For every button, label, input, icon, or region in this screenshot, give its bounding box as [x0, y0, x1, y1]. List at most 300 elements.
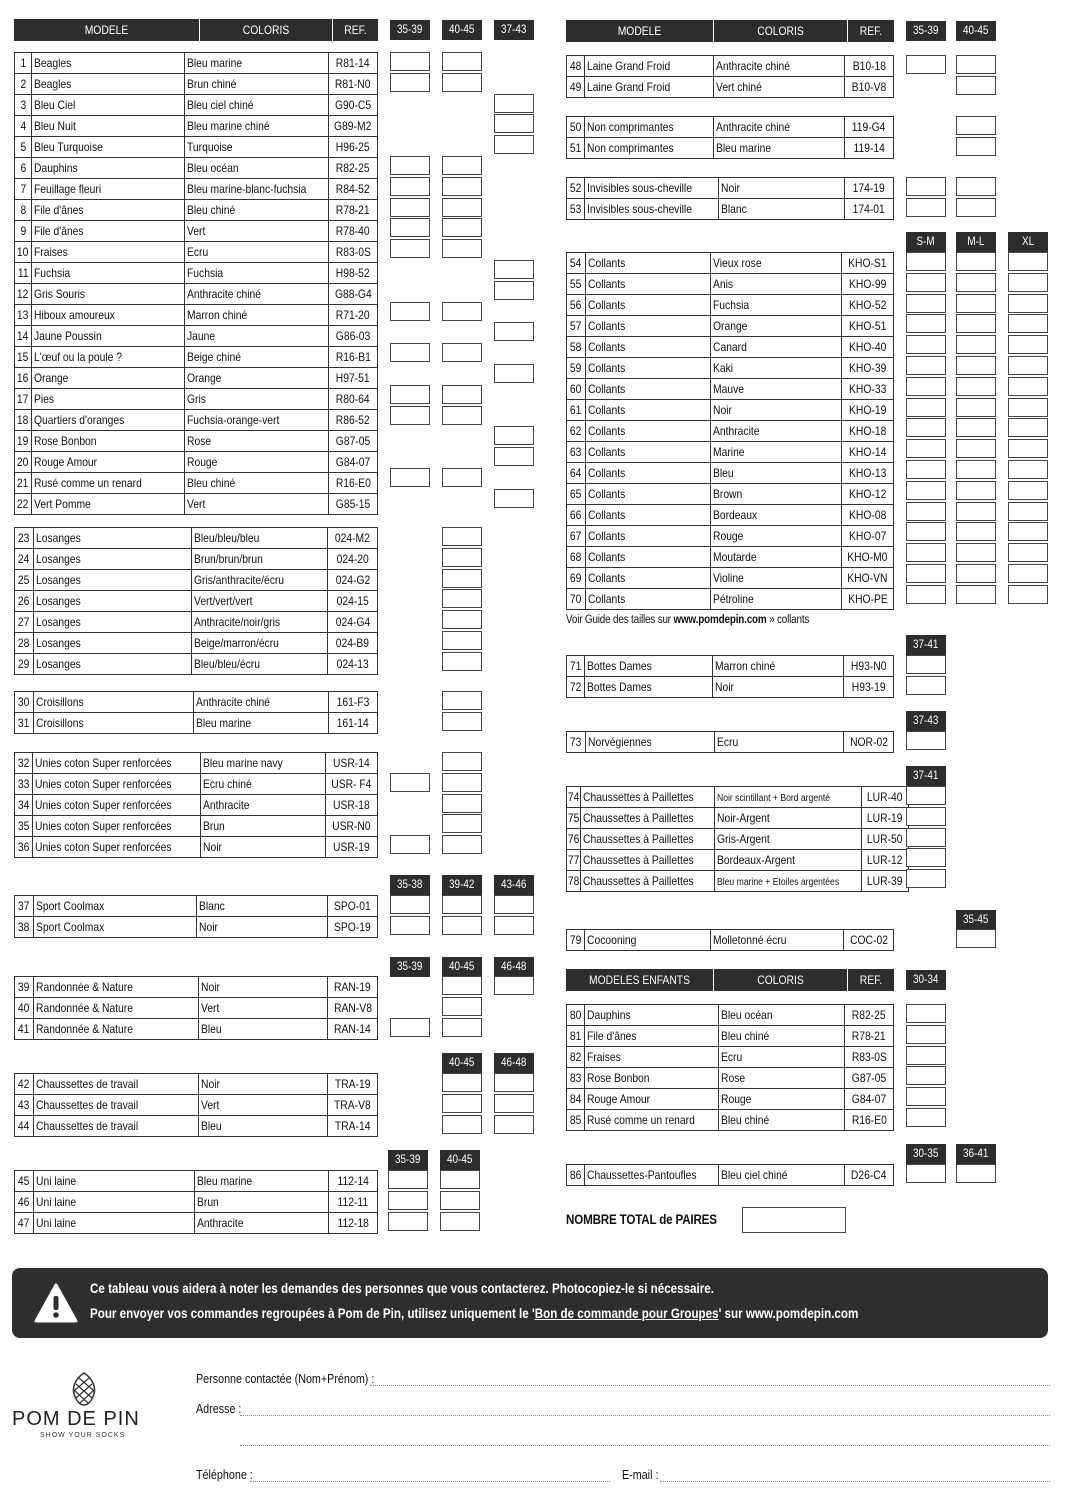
- quantity-box[interactable]: [442, 752, 482, 771]
- quantity-box[interactable]: [906, 807, 946, 826]
- quantity-box[interactable]: [494, 94, 534, 113]
- quantity-box[interactable]: [390, 468, 430, 487]
- quantity-box[interactable]: [906, 564, 946, 583]
- quantity-box[interactable]: [390, 895, 430, 914]
- quantity-box[interactable]: [442, 794, 482, 813]
- row-number: 78: [567, 871, 581, 892]
- total-pairs-label: NOMBRE TOTAL de PAIRES: [566, 1212, 717, 1227]
- row-model: Vert Pomme: [32, 494, 185, 515]
- row-model: Feuillage fleuri: [32, 179, 185, 200]
- row-color: Bleu océan: [718, 1005, 844, 1026]
- address-label: Adresse :: [196, 1402, 242, 1416]
- quantity-box[interactable]: [442, 52, 482, 71]
- table-row: [567, 316, 894, 337]
- size-header: 40-45: [442, 957, 482, 977]
- quantity-box[interactable]: [494, 281, 534, 300]
- quantity-box[interactable]: [442, 976, 482, 995]
- quantity-box[interactable]: [388, 1191, 428, 1210]
- quantity-box[interactable]: [390, 773, 430, 792]
- row-color: Bleu: [198, 1019, 327, 1040]
- quantity-box[interactable]: [442, 1115, 482, 1134]
- row-ref: H93-19: [844, 677, 894, 698]
- quantity-box[interactable]: [956, 377, 996, 396]
- quantity-box[interactable]: [956, 356, 996, 375]
- quantity-box[interactable]: [906, 848, 946, 867]
- row-ref: G84-07: [844, 1089, 893, 1110]
- group-order-link[interactable]: Bon de commande pour Groupes: [534, 1306, 719, 1321]
- quantity-box[interactable]: [442, 156, 482, 175]
- row-ref: 161-F3: [328, 692, 377, 713]
- table-row: [15, 53, 378, 74]
- address-line-1[interactable]: [240, 1414, 1050, 1416]
- quantity-box[interactable]: [388, 1212, 428, 1231]
- row-color: Bleu marine: [184, 53, 328, 74]
- quantity-box[interactable]: [1008, 418, 1048, 437]
- quantity-box[interactable]: [956, 314, 996, 333]
- product-table-bottes: [566, 655, 894, 698]
- table-row: [567, 930, 894, 951]
- row-number: 49: [567, 77, 585, 98]
- contact-person-line[interactable]: [370, 1384, 1050, 1386]
- quantity-box[interactable]: [906, 377, 946, 396]
- quantity-box[interactable]: [906, 1087, 946, 1106]
- quantity-box[interactable]: [390, 1018, 430, 1037]
- row-number: 53: [567, 199, 585, 220]
- row-model: Bleu Turquoise: [32, 137, 185, 158]
- table-row: [15, 494, 378, 515]
- quantity-box[interactable]: [906, 273, 946, 292]
- row-model: Collants: [585, 358, 710, 379]
- quantity-box[interactable]: [442, 527, 482, 546]
- table-row: [15, 896, 378, 917]
- row-color: Bleu marine navy: [200, 753, 326, 774]
- quantity-box[interactable]: [390, 302, 430, 321]
- quantity-box[interactable]: [390, 916, 430, 935]
- quantity-box[interactable]: [442, 177, 482, 196]
- quantity-box[interactable]: [906, 418, 946, 437]
- brand-name: POM DE PIN: [12, 1408, 140, 1430]
- row-color: Vert chiné: [713, 77, 844, 98]
- table-row: [15, 368, 378, 389]
- quantity-box[interactable]: [390, 385, 430, 404]
- quantity-box[interactable]: [906, 585, 946, 604]
- quantity-box[interactable]: [1008, 294, 1048, 313]
- table-row: [15, 753, 378, 774]
- quantity-box[interactable]: [442, 548, 482, 567]
- size-header: S-M: [906, 232, 946, 252]
- row-color: Turquoise: [184, 137, 328, 158]
- product-table-noncomp: [566, 116, 894, 159]
- row-color: Noir: [198, 977, 327, 998]
- quantity-box[interactable]: [906, 522, 946, 541]
- quantity-box[interactable]: [442, 1094, 482, 1113]
- row-number: 70: [567, 589, 586, 610]
- row-number: 74: [567, 787, 581, 808]
- row-number: 46: [15, 1192, 34, 1213]
- quantity-box[interactable]: [442, 1073, 482, 1092]
- quantity-box[interactable]: [442, 385, 482, 404]
- row-model: Collants: [585, 589, 710, 610]
- quantity-box[interactable]: [442, 406, 482, 425]
- quantity-box[interactable]: [956, 502, 996, 521]
- quantity-box[interactable]: [906, 731, 946, 750]
- quantity-box[interactable]: [906, 1025, 946, 1044]
- quantity-box[interactable]: [956, 252, 996, 271]
- row-model: Collants: [585, 400, 710, 421]
- quantity-box[interactable]: [956, 564, 996, 583]
- quantity-box[interactable]: [442, 652, 482, 671]
- quantity-box[interactable]: [906, 1004, 946, 1023]
- quantity-box[interactable]: [906, 460, 946, 479]
- quantity-box[interactable]: [956, 585, 996, 604]
- quantity-box[interactable]: [1008, 252, 1048, 271]
- quantity-box[interactable]: [1008, 314, 1048, 333]
- quantity-box[interactable]: [442, 198, 482, 217]
- quantity-box[interactable]: [956, 116, 996, 135]
- row-ref: KHO-18: [842, 421, 894, 442]
- quantity-box[interactable]: [906, 481, 946, 500]
- quantity-box[interactable]: [442, 569, 482, 588]
- row-number: 43: [15, 1095, 34, 1116]
- table-row: [567, 526, 894, 547]
- row-number: 11: [15, 263, 32, 284]
- header-coloris-enfants: COLORIS: [714, 969, 848, 991]
- row-color: Rose: [184, 431, 328, 452]
- row-color: Bleu marine-blanc-fuchsia: [184, 179, 328, 200]
- brand-tagline: SHOW YOUR SOCKS: [40, 1432, 126, 1439]
- quantity-box[interactable]: [440, 1191, 480, 1210]
- quantity-box[interactable]: [906, 356, 946, 375]
- quantity-box[interactable]: [442, 691, 482, 710]
- row-color: Bleu marine: [194, 1171, 328, 1192]
- table-row: [567, 400, 894, 421]
- quantity-box[interactable]: [906, 1046, 946, 1065]
- email-line[interactable]: [660, 1480, 1050, 1482]
- quantity-box[interactable]: [494, 447, 534, 466]
- quantity-box[interactable]: [906, 398, 946, 417]
- row-number: 14: [15, 326, 32, 347]
- product-table-croisillons: [14, 691, 378, 734]
- quantity-box[interactable]: [906, 655, 946, 674]
- quantity-box[interactable]: [494, 426, 534, 445]
- row-ref: B10-V8: [844, 77, 893, 98]
- product-table-paillettes: [566, 786, 909, 892]
- row-ref: R16-E0: [328, 473, 377, 494]
- row-number: 65: [567, 484, 586, 505]
- table-row: [15, 221, 378, 242]
- table-row: [15, 1171, 378, 1192]
- header-modeles-enfants: MODELES ENFANTS: [566, 969, 714, 991]
- row-ref: 112-14: [328, 1171, 377, 1192]
- table-row: [567, 295, 894, 316]
- size-header: 37-43: [494, 20, 534, 40]
- quantity-box[interactable]: [1008, 335, 1048, 354]
- quantity-box[interactable]: [388, 1170, 428, 1189]
- row-color: Blanc: [718, 199, 844, 220]
- quantity-box[interactable]: [390, 73, 430, 92]
- quantity-box[interactable]: [494, 364, 534, 383]
- quantity-box[interactable]: [906, 439, 946, 458]
- row-number: 28: [15, 633, 34, 654]
- row-ref: KHO-S1: [842, 253, 894, 274]
- row-number: 30: [15, 692, 34, 713]
- quantity-box[interactable]: [442, 73, 482, 92]
- product-table-sport: [14, 895, 378, 938]
- row-model: Laine Grand Froid: [585, 77, 714, 98]
- table-row: [15, 1192, 378, 1213]
- quantity-box[interactable]: [440, 1170, 480, 1189]
- row-number: 55: [567, 274, 586, 295]
- quantity-box[interactable]: [956, 543, 996, 562]
- row-color: Anthracite chiné: [713, 56, 844, 77]
- quantity-box[interactable]: [390, 177, 430, 196]
- row-number: 17: [15, 389, 32, 410]
- quantity-box[interactable]: [442, 916, 482, 935]
- quantity-box[interactable]: [442, 835, 482, 854]
- row-color: Ecru: [184, 242, 328, 263]
- row-ref: RAN-14: [328, 1019, 378, 1040]
- quantity-box[interactable]: [442, 239, 482, 258]
- row-model: Cocooning: [585, 930, 710, 951]
- quantity-box[interactable]: [442, 589, 482, 608]
- quantity-box[interactable]: [390, 156, 430, 175]
- size-header: 35-39: [390, 20, 430, 40]
- row-ref: COC-02: [844, 930, 894, 951]
- row-number: 21: [15, 473, 32, 494]
- quantity-box[interactable]: [906, 294, 946, 313]
- quantity-box[interactable]: [442, 468, 482, 487]
- quantity-box[interactable]: [442, 610, 482, 629]
- quantity-box[interactable]: [906, 1066, 946, 1085]
- quantity-box[interactable]: [956, 198, 996, 217]
- row-model: Unies coton Super renforcées: [32, 795, 200, 816]
- quantity-box[interactable]: [956, 398, 996, 417]
- row-number: 42: [15, 1074, 34, 1095]
- row-ref: KHO-08: [842, 505, 894, 526]
- quantity-box[interactable]: [442, 631, 482, 650]
- quantity-box[interactable]: [494, 489, 534, 508]
- quantity-box[interactable]: [494, 895, 534, 914]
- row-number: 18: [15, 410, 32, 431]
- row-number: 68: [567, 547, 586, 568]
- quantity-box[interactable]: [442, 302, 482, 321]
- quantity-box[interactable]: [494, 135, 534, 154]
- quantity-box[interactable]: [956, 76, 996, 95]
- table-row: [567, 808, 909, 829]
- size-header: 40-45: [442, 20, 482, 40]
- quantity-box[interactable]: [390, 198, 430, 217]
- quantity-box[interactable]: [956, 55, 996, 74]
- table-row: [15, 917, 378, 938]
- quantity-box[interactable]: [906, 314, 946, 333]
- row-number: 83: [567, 1068, 585, 1089]
- row-color: Anthracite chiné: [193, 692, 328, 713]
- row-model: Rouge Amour: [32, 452, 185, 473]
- quantity-box[interactable]: [956, 335, 996, 354]
- row-color: Rose: [718, 1068, 844, 1089]
- size-header: 30-35: [906, 1144, 946, 1164]
- quantity-box[interactable]: [1008, 522, 1048, 541]
- quantity-box[interactable]: [906, 198, 946, 217]
- quantity-box[interactable]: [956, 522, 996, 541]
- row-color: Jaune: [184, 326, 328, 347]
- row-model: Chaussettes à Paillettes: [581, 808, 715, 829]
- quantity-box[interactable]: [442, 997, 482, 1016]
- quantity-box[interactable]: [1008, 439, 1048, 458]
- row-ref: R86-52: [328, 410, 377, 431]
- table-row: [567, 253, 894, 274]
- row-number: 22: [15, 494, 32, 515]
- table-row: [567, 77, 894, 98]
- table-row: [15, 263, 378, 284]
- quantity-box[interactable]: [956, 294, 996, 313]
- quantity-box[interactable]: [906, 676, 946, 695]
- quantity-box[interactable]: [494, 976, 534, 995]
- quantity-box[interactable]: [956, 1164, 996, 1183]
- size-guide-link[interactable]: www.pomdepin.com: [673, 614, 767, 626]
- quantity-box[interactable]: [956, 137, 996, 156]
- quantity-box[interactable]: [390, 406, 430, 425]
- row-ref: G87-05: [328, 431, 377, 452]
- quantity-box[interactable]: [390, 239, 430, 258]
- quantity-box[interactable]: [1008, 481, 1048, 500]
- table-row: [15, 1095, 378, 1116]
- row-color: Vert: [198, 998, 327, 1019]
- quantity-box[interactable]: [906, 869, 946, 888]
- quantity-box[interactable]: [494, 1073, 534, 1092]
- quantity-box[interactable]: [1008, 543, 1048, 562]
- quantity-box[interactable]: [390, 52, 430, 71]
- quantity-box[interactable]: [390, 835, 430, 854]
- quantity-box[interactable]: [906, 1108, 946, 1127]
- quantity-box[interactable]: [442, 343, 482, 362]
- row-number: 73: [567, 732, 586, 753]
- quantity-box[interactable]: [1008, 460, 1048, 479]
- quantity-box[interactable]: [440, 1212, 480, 1231]
- row-ref: 024-G2: [328, 570, 378, 591]
- size-header: 46-48: [494, 957, 534, 977]
- address-line-2[interactable]: [240, 1444, 1050, 1446]
- row-ref: 112-11: [328, 1192, 377, 1213]
- quantity-box[interactable]: [956, 273, 996, 292]
- quantity-box[interactable]: [906, 335, 946, 354]
- quantity-box[interactable]: [956, 418, 996, 437]
- quantity-box[interactable]: [442, 814, 482, 833]
- quantity-box[interactable]: [956, 439, 996, 458]
- quantity-box[interactable]: [494, 1115, 534, 1134]
- row-color: Ecru: [718, 1047, 844, 1068]
- quantity-box[interactable]: [956, 177, 996, 196]
- warning-icon: [34, 1282, 78, 1324]
- quantity-box[interactable]: [442, 1018, 482, 1037]
- quantity-box[interactable]: [906, 828, 946, 847]
- quantity-box[interactable]: [494, 260, 534, 279]
- quantity-box[interactable]: [906, 786, 946, 805]
- row-model: Invisibles sous-cheville: [585, 199, 718, 220]
- row-color: Marron chiné: [713, 656, 844, 677]
- quantity-box[interactable]: [956, 481, 996, 500]
- quantity-box[interactable]: [956, 929, 996, 948]
- table-row: [15, 305, 378, 326]
- row-color: Vert: [184, 221, 328, 242]
- quantity-box[interactable]: [1008, 356, 1048, 375]
- table-row: [567, 379, 894, 400]
- row-ref: TRA-19: [328, 1074, 378, 1095]
- row-ref: LUR-12: [862, 850, 908, 871]
- quantity-box[interactable]: [442, 773, 482, 792]
- table-row: [15, 654, 378, 675]
- quantity-box[interactable]: [1008, 502, 1048, 521]
- table-row: [567, 1005, 894, 1026]
- row-color: Fuchsia-orange-vert: [184, 410, 328, 431]
- quantity-box[interactable]: [494, 114, 534, 133]
- table-row: [567, 199, 894, 220]
- info-banner: [12, 1268, 1048, 1338]
- quantity-box[interactable]: [494, 1094, 534, 1113]
- row-ref: 119-14: [844, 138, 893, 159]
- quantity-box[interactable]: [956, 460, 996, 479]
- row-number: 80: [567, 1005, 585, 1026]
- quantity-box[interactable]: [906, 543, 946, 562]
- quantity-box[interactable]: [1008, 585, 1048, 604]
- row-number: 10: [15, 242, 32, 263]
- row-ref: R78-40: [328, 221, 377, 242]
- row-number: 40: [15, 998, 34, 1019]
- quantity-box[interactable]: [906, 252, 946, 271]
- size-header: 37-41: [906, 635, 946, 655]
- row-model: Rusé comme un renard: [585, 1110, 718, 1131]
- quantity-box[interactable]: [906, 177, 946, 196]
- quantity-box[interactable]: [442, 895, 482, 914]
- size-header: 36-41: [956, 1144, 996, 1164]
- quantity-box[interactable]: [494, 916, 534, 935]
- quantity-box[interactable]: [390, 218, 430, 237]
- row-color: Bleu marine: [193, 713, 328, 734]
- quantity-box[interactable]: [390, 343, 430, 362]
- quantity-box[interactable]: [906, 502, 946, 521]
- row-number: 31: [15, 713, 34, 734]
- quantity-box[interactable]: [1008, 398, 1048, 417]
- header-ref-left: REF.: [333, 19, 378, 41]
- phone-line[interactable]: [250, 1480, 610, 1482]
- table-row: [15, 326, 378, 347]
- row-model: Collants: [585, 253, 710, 274]
- total-pairs-input[interactable]: [742, 1207, 846, 1233]
- row-number: 45: [15, 1171, 34, 1192]
- quantity-box[interactable]: [906, 1164, 946, 1183]
- quantity-box[interactable]: [494, 322, 534, 341]
- size-header: 40-45: [440, 1150, 480, 1170]
- row-ref: USR- F4: [326, 774, 378, 795]
- quantity-box[interactable]: [1008, 564, 1048, 583]
- row-model: Non comprimantes: [585, 138, 714, 159]
- row-color: Anis: [711, 274, 842, 295]
- row-model: Bottes Dames: [585, 677, 713, 698]
- quantity-box[interactable]: [1008, 273, 1048, 292]
- row-color: Bleu/bleu/bleu: [192, 528, 328, 549]
- quantity-box[interactable]: [442, 218, 482, 237]
- row-model: Sport Coolmax: [33, 917, 196, 938]
- quantity-box[interactable]: [906, 55, 946, 74]
- row-model: Bleu Nuit: [32, 116, 185, 137]
- table-row: [15, 284, 378, 305]
- row-ref: H97-51: [328, 368, 377, 389]
- row-ref: KHO-M0: [842, 547, 894, 568]
- row-number: 58: [567, 337, 586, 358]
- product-table-cocooning: [566, 929, 894, 951]
- quantity-box[interactable]: [1008, 377, 1048, 396]
- quantity-box[interactable]: [442, 712, 482, 731]
